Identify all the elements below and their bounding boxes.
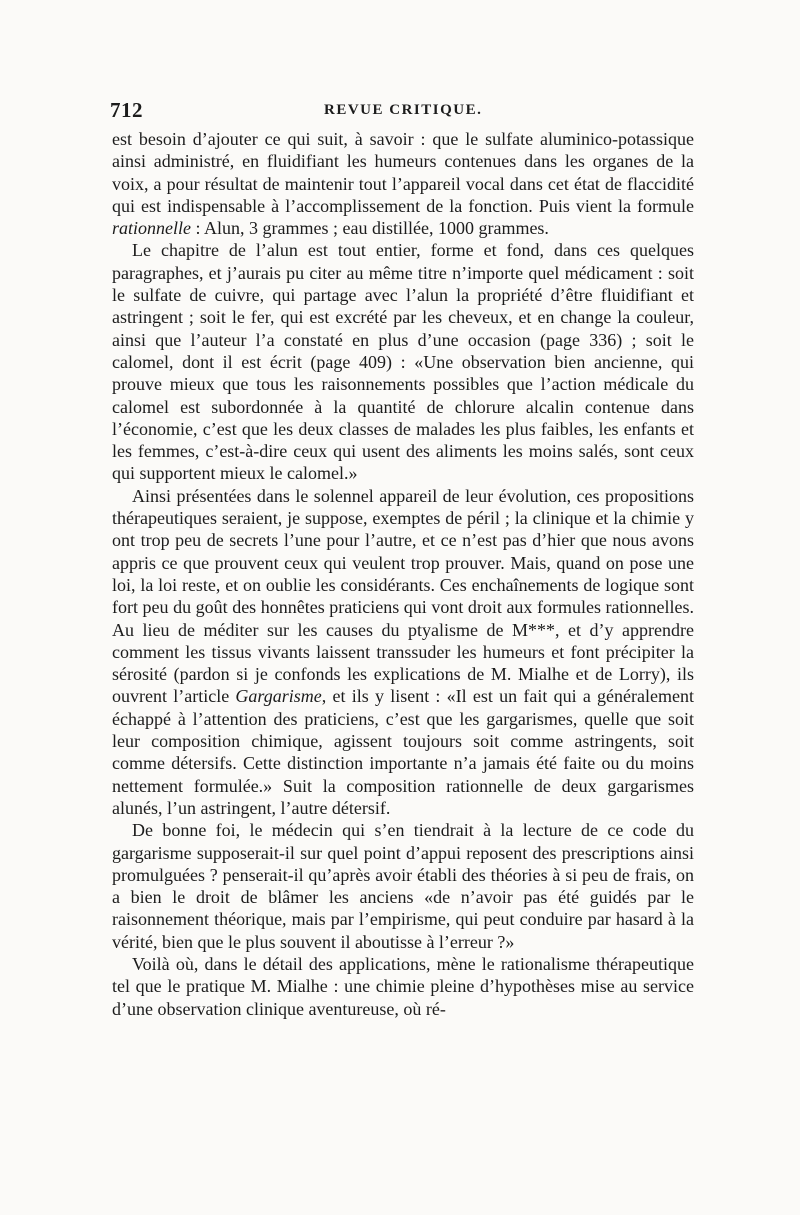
paragraph-text: : Alun, 3 grammes ; eau distillée, 1000 grammes.	[191, 218, 549, 239]
italic-term-rationnelle: rationnelle	[112, 218, 191, 239]
book-page	[112, 98, 694, 1020]
page-header	[112, 98, 694, 128]
paragraph	[112, 128, 694, 239]
paragraph-text: est besoin d’ajouter ce qui suit, à savoir : que le sulfate aluminico-potassique ainsi administré, en fluidifiant les humeurs contenues dans les organes de la voix, a pour résultat de maintenir tout l’appareil vocal dans cet état de flaccidité qui est indispensable à l’accomplissement de la fonction. Puis vient la formule	[112, 129, 694, 216]
paragraph-text: Voilà où, dans le détail des applications, mène le rationalisme thérapeutique tel que le pratique M. Mialhe : une chimie pleine d’hypothèses mise au service d’une observation clinique aventureuse, où ré-	[112, 953, 694, 1019]
running-head: REVUE CRITIQUE.	[324, 102, 483, 118]
paragraph-text: Ainsi présentées dans le solennel appareil de leur évolution, ces propositions thérapeutiques seraient, je suppose, exemptes de péril ; la clinique et la chimie y ont trop peu de secrets l’une pour l’autre, et ce n’est pas d’hier que nous avons appris ce que prouvent ceux qui veulent trop prouver. Mais, quand on pose une loi, la loi reste, et on oublie les considérants. Ces enchaînements de logique sont fort peu du goût des honnêtes praticiens qui vont droit aux formules rationnelles. Au lieu de méditer sur les causes du ptyalisme de M***, et d’y apprendre comment les tissus vivants laissent transsuder les humeurs et font précipiter la sérosité (pardon si je confonds les explications de M. Mialhe et de Lorry), ils ouvrent l’article	[112, 485, 694, 707]
body-text	[112, 128, 694, 1020]
paragraph-text: De bonne foi, le médecin qui s’en tiendrait à la lecture de ce code du gargarisme supposerait-il sur quel point d’appui reposent des prescriptions ainsi promulguées ? penserait-il qu’après avoir établi des théories à si peu de frais, on a bien le droit de blâmer les anciens «de n’avoir pas été guidés par le raisonnement théorique, mais par l’empirisme, qui peut conduire par hasard à la vérité, bien que le plus souvent il aboutisse à l’erreur ?»	[112, 820, 694, 952]
paragraph	[112, 485, 694, 819]
italic-term-gargarisme: Gargarisme	[235, 686, 322, 707]
paragraph	[112, 239, 694, 484]
paragraph-text: Le chapitre de l’alun est tout entier, forme et fond, dans ces quelques paragraphes, et j’aurais pu citer au même titre n’importe quel médicament : soit le sulfate de cuivre, qui partage avec l’alun la propriété d’être fluidifiant et astringent ; soit le fer, qui est excrété par les cheveux, et en change la couleur, ainsi que l’auteur l’a constaté en plus d’une occasion (page 336) ; soit le calomel, dont il est écrit (page 409) : «Une observation bien ancienne, qui prouve mieux que tous les raisonnements possibles que l’action médicale du calomel est subordonnée à la quantité de chlorure alcalin contenue dans l’économie, c’est que les deux classes de malades les plus faibles, les enfants et les femmes, c’est-à-dire ceux qui usent des aliments les moins salés, sont ceux qui supportent mieux le calomel.»	[112, 240, 694, 484]
paragraph	[112, 953, 694, 1020]
page-number: 712	[110, 98, 143, 122]
paragraph	[112, 819, 694, 953]
paragraph-text: , et ils y lisent : «Il est un fait qui a généralement échappé à l’attention des praticiens, c’est que les gargarismes, quelle que soit leur composition chimique, agissent toujours soit comme astringents, soit comme détersifs. Cette distinction importante n’a jamais été faite ou du moins nettement formulée.» Suit la composition rationnelle de deux gargarismes alunés, l’un astringent, l’autre détersif.	[112, 686, 694, 818]
